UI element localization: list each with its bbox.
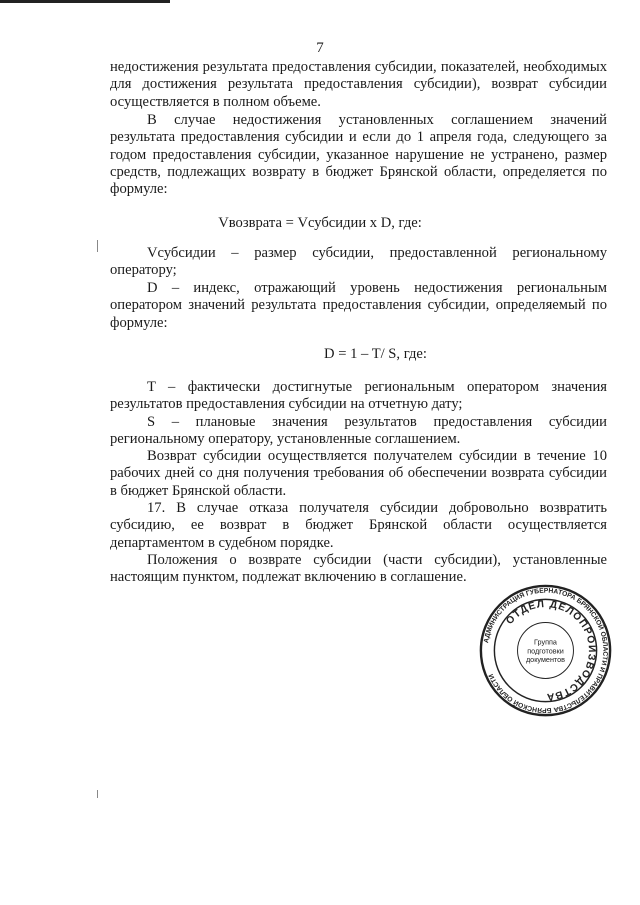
return-terms-text: Возврат субсидии осуществляется получателем субсидии в течение 10 рабочих дней со дня получения требования об обеспечении возврата субсидии в бюджет Брянской области. bbox=[110, 448, 607, 499]
stamp-outer-ring-text: АДМИНИСТРАЦИЯ ГУБЕРНАТОРА БРЯНСКОЙ ОБЛАСТИ И ПРАВИТЕЛЬСТВА БРЯНСКОЙ ОБЛАСТИ bbox=[483, 587, 609, 714]
page-number: 7 bbox=[316, 40, 324, 56]
stamp-center-line1: Группа bbox=[534, 637, 557, 647]
formula-index-d: D = 1 – T/ S, где: bbox=[324, 346, 427, 362]
definition-d bbox=[110, 280, 607, 332]
margin-mark bbox=[97, 240, 98, 252]
definition-v bbox=[110, 245, 607, 280]
paragraph-case-not-achieved bbox=[110, 112, 607, 198]
paragraph-final bbox=[110, 552, 607, 587]
stamp-center-line2: подготовки bbox=[527, 646, 564, 656]
office-stamp bbox=[478, 583, 613, 718]
definition-v-text: Vсубсидии – размер субсидии, предоставленной региональному оператору; bbox=[110, 245, 607, 279]
definition-t bbox=[110, 379, 607, 414]
paragraph-17-text: 17. В случае отказа получателя субсидии добровольно возвратить субсидию, ее возврат в бюджет Брянской области осуществляется департаментом в судебном порядке. bbox=[110, 500, 607, 551]
definition-s-text: S – плановые значения результатов предоставления субсидии региональному оператору, установленные соглашением. bbox=[110, 414, 607, 448]
definition-s bbox=[110, 414, 607, 449]
paragraph-final-text: Положения о возврате субсидии (части субсидии), установленные настоящим пунктом, подлежат включению в соглашение. bbox=[110, 552, 607, 586]
paragraph-17 bbox=[110, 500, 607, 552]
stamp-center-line3: документов bbox=[525, 655, 566, 665]
formula-return-amount: Vвозврата = Vсубсидии x D, где: bbox=[218, 215, 422, 231]
top-rule bbox=[0, 0, 170, 3]
paragraph-continuation bbox=[110, 59, 607, 111]
margin-mark bbox=[97, 790, 98, 798]
block1-text: недостижения результата предоставления субсидии, показателей, необходимых для достижения результата предоставления субсидии), возврат субсидии осуществляется в полном объеме. bbox=[110, 59, 607, 110]
paragraph-return-terms bbox=[110, 448, 607, 500]
definition-d-text: D – индекс, отражающий уровень недостижения региональным оператором значений результата предоставления субсидии, определяемый по формуле: bbox=[110, 280, 607, 331]
stamp-inner-ring-text: ОТДЕЛ ДЕЛОПРОИЗВОДСТВА bbox=[504, 598, 597, 703]
block2-text: В случае недостижения установленных соглашением значений результата предоставления субсидии и если до 1 апреля года, следующего за годом предоставления субсидии, указанное нарушение не устранено, размер средств, подлежащих возврату в бюджет Брянской области, определяется по формуле: bbox=[110, 112, 607, 198]
definition-t-text: T – фактически достигнутые региональным оператором значения результатов предоставления субсидии на отчетную дату; bbox=[110, 379, 607, 413]
